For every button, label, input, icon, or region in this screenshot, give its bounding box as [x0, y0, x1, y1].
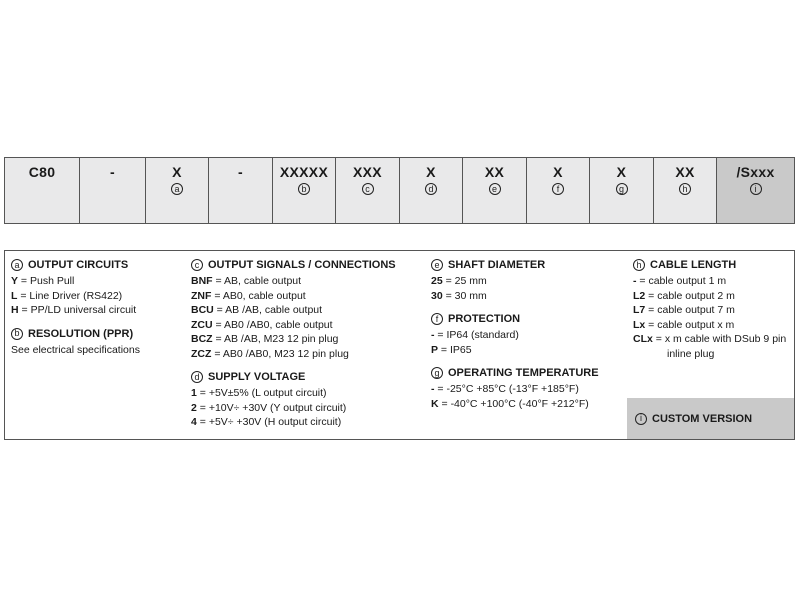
circle-letter-b-icon: b	[298, 183, 310, 195]
option-row	[191, 386, 421, 401]
option-row	[431, 397, 621, 412]
circle-letter-h-icon: h	[633, 259, 645, 271]
code-cell-separator	[209, 158, 273, 223]
section-heading	[11, 258, 181, 272]
option-code: L	[11, 289, 18, 302]
option-code: BNF	[191, 275, 213, 287]
option-code: 25	[431, 275, 443, 287]
option-description: IP64 (standard)	[446, 329, 519, 341]
section-supply-voltage	[191, 370, 421, 430]
code-cell-b	[273, 158, 336, 223]
option-row	[633, 318, 793, 333]
code-cell-separator	[80, 158, 146, 223]
circle-letter-a-icon: a	[171, 183, 183, 195]
section-output-signals	[191, 258, 421, 361]
section-heading	[431, 366, 621, 380]
circle-letter-h-icon: h	[679, 183, 691, 195]
option-description: cable output 7 m	[657, 304, 735, 316]
section-title: CUSTOM VERSION	[652, 412, 753, 425]
option-row	[191, 415, 421, 430]
option-separator: =	[213, 304, 226, 316]
option-description: AB0 /AB0, cable output	[223, 318, 333, 331]
code-cell-d	[400, 158, 463, 223]
option-description: -40°C +100°C (-40°F +212°F)	[450, 397, 589, 410]
option-description: cable output 2 m	[657, 289, 735, 302]
option-separator: =	[438, 343, 450, 356]
option-code: L2	[633, 289, 646, 302]
code-text: X	[616, 164, 627, 180]
option-code: BCU	[191, 304, 214, 316]
option-code: BCZ	[191, 333, 213, 345]
section-title: OUTPUT SIGNALS / CONNECTIONS	[208, 259, 396, 271]
circle-letter-a-icon: a	[11, 259, 23, 271]
option-row	[191, 318, 421, 333]
circle-letter-f-icon: f	[431, 313, 443, 325]
section-title: SUPPLY VOLTAGE	[208, 371, 306, 383]
code-cell-model	[5, 158, 80, 223]
circle-letter-c-icon: c	[362, 183, 374, 195]
option-description: 25 mm	[454, 275, 487, 287]
option-row	[431, 328, 621, 343]
option-description: -25°C +85°C (-13°F +185°F)	[446, 383, 579, 395]
option-code: Y	[11, 275, 19, 287]
option-code: P	[431, 343, 439, 356]
code-text: XXXXX	[279, 164, 329, 180]
option-code: H	[11, 304, 19, 316]
option-separator: =	[645, 318, 658, 331]
code-cell-e	[463, 158, 527, 223]
option-code: -	[431, 329, 435, 341]
circle-letter-i-icon: i	[635, 413, 647, 425]
section-title: OUTPUT CIRCUITS	[28, 259, 129, 271]
code-text: -	[110, 164, 115, 180]
ordering-code-legend	[4, 250, 795, 440]
circle-letter-i-icon: i	[750, 183, 762, 195]
option-code: L7	[633, 304, 646, 316]
section-heading	[431, 258, 621, 272]
option-code: K	[431, 397, 439, 410]
code-text: X	[553, 164, 563, 180]
code-cell-h	[654, 158, 717, 223]
circle-letter-e-icon: e	[489, 183, 501, 195]
option-description: +5V÷ +30V (H output circuit)	[208, 416, 342, 428]
option-separator: =	[211, 289, 223, 302]
option-code: -	[431, 383, 435, 395]
code-cell-g	[590, 158, 654, 223]
option-separator: =	[212, 275, 224, 287]
circle-letter-d-icon: d	[191, 371, 203, 383]
code-text: XXX	[353, 164, 382, 180]
legend-column-1	[11, 258, 181, 366]
resolution-note: See electrical specifications	[11, 343, 140, 356]
option-description: AB /AB, cable output	[225, 304, 323, 316]
option-separator: =	[636, 275, 649, 287]
option-separator: =	[212, 333, 224, 345]
code-text: XX	[675, 164, 695, 180]
option-separator: =	[442, 289, 455, 302]
option-code: ZCZ	[191, 347, 212, 360]
circle-letter-f-icon: f	[552, 183, 564, 195]
code-text: -	[238, 164, 243, 180]
section-protection	[431, 312, 621, 357]
option-description: Line Driver (RS422)	[29, 289, 123, 302]
option-row	[633, 332, 793, 347]
code-cell-f	[527, 158, 590, 223]
section-operating-temperature	[431, 366, 621, 411]
option-separator: =	[434, 383, 447, 395]
option-separator: =	[645, 304, 658, 316]
option-separator: =	[438, 397, 451, 410]
circle-letter-g-icon: g	[616, 183, 628, 195]
option-row	[191, 303, 421, 318]
option-code: ZNF	[191, 289, 212, 302]
option-row	[191, 347, 421, 362]
option-description: AB, cable output	[223, 275, 302, 287]
option-row	[11, 303, 181, 318]
option-description: x m cable with DSub 9 pin	[664, 333, 787, 345]
option-description: +10V÷ +30V (Y output circuit)	[208, 401, 347, 414]
ordering-code-table	[4, 157, 795, 224]
circle-letter-g-icon: g	[431, 367, 443, 379]
section-title: PROTECTION	[448, 313, 521, 325]
section-cable-length	[633, 258, 793, 361]
option-description: Push Pull	[29, 275, 75, 287]
option-code: 4	[191, 416, 197, 428]
code-text: X	[172, 164, 182, 180]
option-description: +5V±5% (L output circuit)	[208, 387, 327, 399]
option-continuation: inline plug	[667, 347, 715, 360]
code-text: C80	[28, 164, 56, 180]
section-output-circuits	[11, 258, 181, 318]
option-row	[191, 274, 421, 289]
section-heading	[431, 312, 621, 326]
option-row	[633, 274, 793, 289]
option-description: AB /AB, M23 12 pin plug	[223, 333, 339, 345]
option-code: CLx	[633, 333, 653, 345]
legend-column-2	[191, 258, 421, 439]
option-description: AB0, cable output	[222, 289, 306, 302]
circle-letter-d-icon: d	[425, 183, 437, 195]
section-resolution	[11, 327, 181, 358]
section-title: OPERATING TEMPERATURE	[448, 367, 599, 379]
section-heading	[11, 327, 181, 341]
circle-letter-b-icon: b	[11, 328, 23, 340]
option-description: cable output 1 m	[648, 275, 727, 287]
option-separator: =	[196, 416, 209, 428]
option-row	[431, 274, 621, 289]
option-code: 2	[191, 401, 197, 414]
option-separator: =	[652, 333, 665, 345]
option-separator: =	[17, 289, 30, 302]
option-separator: =	[196, 401, 209, 414]
option-separator: =	[211, 347, 223, 360]
option-row	[633, 303, 793, 318]
option-separator: =	[645, 289, 658, 302]
option-description: IP65	[449, 343, 472, 356]
section-heading	[633, 258, 793, 272]
code-text: XX	[484, 164, 505, 180]
section-title: RESOLUTION (PPR)	[28, 327, 134, 340]
option-row	[431, 343, 621, 358]
option-row	[191, 332, 421, 347]
option-row	[633, 289, 793, 304]
option-row	[431, 289, 621, 304]
option-separator: =	[18, 304, 31, 316]
option-row	[191, 289, 421, 304]
section-title: SHAFT DIAMETER	[448, 259, 546, 271]
section-heading	[191, 370, 421, 384]
option-code: ZCU	[191, 318, 213, 331]
option-separator: =	[442, 275, 455, 287]
section-shaft-diameter	[431, 258, 621, 303]
option-separator: =	[434, 329, 447, 341]
option-code: Lx	[633, 318, 646, 331]
legend-column-4	[633, 258, 793, 370]
option-row	[191, 401, 421, 416]
section-heading	[191, 258, 421, 272]
circle-letter-c-icon: c	[191, 259, 203, 271]
option-separator: =	[212, 318, 224, 331]
option-row	[11, 274, 181, 289]
option-code: 1	[191, 387, 197, 399]
option-separator: =	[18, 275, 30, 287]
option-description: 30 mm	[454, 289, 487, 302]
section-title: CABLE LENGTH	[650, 259, 737, 271]
code-cell-i	[717, 158, 794, 223]
code-cell-c	[336, 158, 400, 223]
option-row	[11, 289, 181, 304]
legend-column-3	[431, 258, 621, 420]
code-cell-a	[146, 158, 209, 223]
option-code: -	[633, 275, 637, 287]
section-custom-version	[627, 398, 794, 439]
option-row	[431, 382, 621, 397]
code-text: X	[426, 164, 436, 180]
option-description: cable output x m	[657, 318, 735, 331]
option-description: PP/LD universal circuit	[30, 304, 137, 316]
code-text: /Sxxx	[736, 164, 775, 180]
option-description: AB0 /AB0, M23 12 pin plug	[222, 347, 349, 360]
circle-letter-e-icon: e	[431, 259, 443, 271]
option-separator: =	[196, 387, 209, 399]
option-code: 30	[431, 289, 443, 302]
